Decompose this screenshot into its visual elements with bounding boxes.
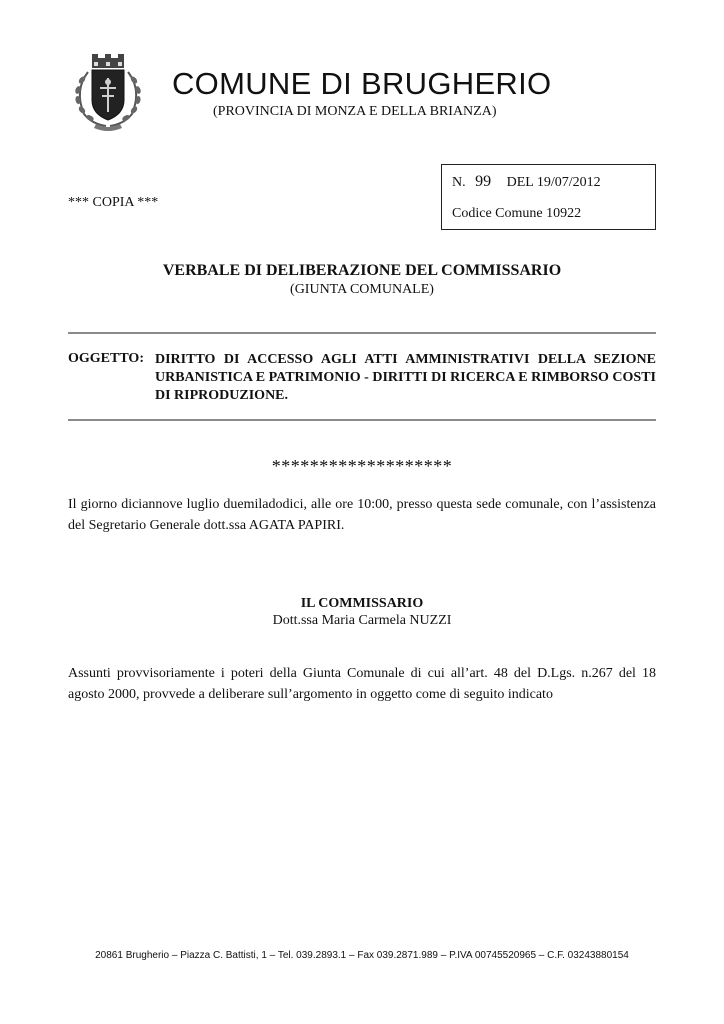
commissioner-heading: IL COMMISSARIO — [300, 596, 424, 611]
date-value: 19/07/2012 — [536, 175, 601, 190]
asterisk-separator: ******************* — [271, 456, 453, 476]
commissioner-name: Dott.ssa Maria Carmela NUZZI — [272, 613, 452, 628]
coat-of-arms-icon — [66, 50, 150, 134]
divider-bottom — [68, 419, 656, 421]
municipality-code: Codice Comune 10922 — [452, 206, 582, 221]
date-label: DEL — [506, 175, 534, 190]
divider-top — [68, 332, 656, 334]
document-title: VERBALE DI DELIBERAZIONE DEL COMMISSARIO — [162, 262, 562, 279]
number-value: 99 — [475, 173, 492, 190]
footer-contact-info: 20861 Brugherio – Piazza C. Battisti, 1 – Tel. 039.2893.1 – Fax 039.2871.989 – P.IVA 00745520965 – C.F. 03243880154 — [95, 950, 629, 961]
province-subtitle: (PROVINCIA DI MONZA E DELLA BRIANZA) — [213, 104, 497, 119]
document-subtitle: (GIUNTA COMUNALE) — [290, 282, 434, 297]
copy-marker: *** COPIA *** — [68, 195, 159, 210]
number-label: N. — [452, 175, 466, 190]
powers-paragraph: Assunti provvisoriamente i poteri della Giunta Comunale di cui all’art. 48 del D.Lgs. n.267 del 18 agosto 2000, provvede a deliberare sull’argomento in oggetto come di seguito indicato — [68, 666, 656, 702]
number-date-line — [452, 173, 601, 191]
subject-label: OGGETTO: — [68, 351, 144, 366]
subject-text: DIRITTO DI ACCESSO AGLI ATTI AMMINISTRATIVI DELLA SEZIONE URBANISTICA E PATRIMONIO - DIRITTI DI RICERCA E RIMBORSO COSTI DI RIPRODUZIONE. — [155, 352, 656, 403]
deliberation-number-box — [441, 164, 656, 230]
municipality-title: COMUNE DI BRUGHERIO — [172, 66, 552, 101]
intro-paragraph: Il giorno diciannove luglio duemiladodici, alle ore 10:00, presso questa sede comunale, con l’assistenza del Segretario Generale dott.ssa AGATA PAPIRI. — [68, 497, 656, 533]
